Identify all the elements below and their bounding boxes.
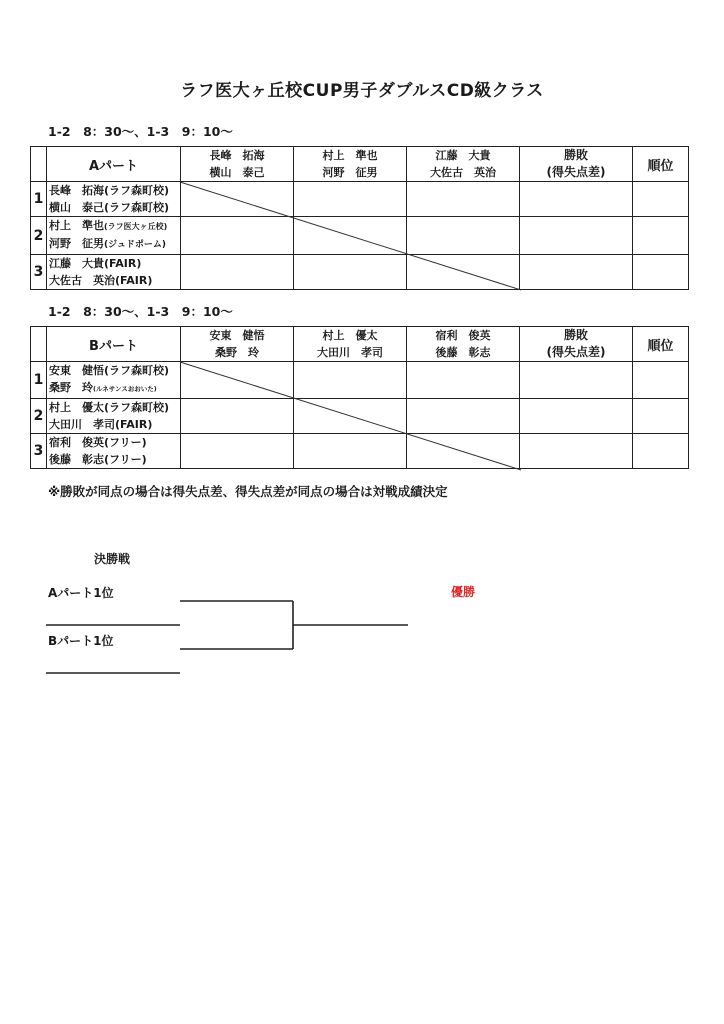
rank-header: 順位 <box>633 327 689 362</box>
opponent-name: 横山 泰己 <box>209 166 265 179</box>
part-label: Aパート <box>47 147 181 182</box>
club-name: (FAIR) <box>104 257 142 270</box>
club-name: (ラフ森町校) <box>104 201 170 214</box>
team-number: 1 <box>31 182 47 217</box>
score-header-line2: (得失点差) <box>546 165 606 179</box>
player-name: 河野 征男 <box>49 237 104 250</box>
club-name: (ジュドポーム) <box>104 240 167 250</box>
club-name: (ラフ森町校) <box>104 184 170 197</box>
tiebreak-note: ※勝敗が同点の場合は得失点差、得失点差が同点の場合は対戦成績決定 <box>48 484 448 499</box>
seed-b-label: Bパート1位 <box>48 634 114 648</box>
opponent-name: 村上 優太 <box>322 329 378 342</box>
schedule-part-a: 1-2 8：30～、1-3 9：10～ <box>48 124 233 139</box>
player-name: 横山 泰己 <box>49 201 104 214</box>
score-header-line1: 勝敗 <box>563 328 588 342</box>
player-name: 村上 準也 <box>49 219 104 232</box>
opponent-name: 長峰 拓海 <box>209 149 265 162</box>
diagonal-line-b <box>180 362 521 470</box>
club-name: (ラフ医大ヶ丘校) <box>104 222 168 231</box>
opponent-name: 宿利 俊英 <box>435 329 491 342</box>
page-title: ラフ医大ヶ丘校CUP男子ダブルスCD級クラス <box>180 81 544 101</box>
club-name: (ルネサンスおおいた) <box>93 385 157 393</box>
score-header-line1: 勝敗 <box>563 148 588 162</box>
opponent-name: 後藤 彰志 <box>435 346 491 359</box>
player-name: 大佐古 英治 <box>49 274 115 287</box>
team-number: 3 <box>31 434 47 469</box>
club-name: (ラフ森町校) <box>104 401 170 414</box>
opponent-name: 河野 征男 <box>322 166 378 179</box>
opponent-name: 安東 健悟 <box>209 329 265 342</box>
opponent-name: 桑野 玲 <box>215 346 259 359</box>
club-name: (FAIR) <box>115 274 153 287</box>
diagonal-line-a <box>180 182 521 290</box>
player-name: 宿利 俊英 <box>49 436 104 449</box>
player-name: 長峰 拓海 <box>49 184 104 197</box>
schedule-part-b: 1-2 8：30～、1-3 9：10～ <box>48 304 233 319</box>
club-name: (フリー) <box>104 453 147 466</box>
player-name: 江藤 大貴 <box>49 257 104 270</box>
opponent-name: 村上 準也 <box>322 149 378 162</box>
team-number: 1 <box>31 362 47 399</box>
score-header-line2: (得失点差) <box>546 345 606 359</box>
rank-header: 順位 <box>633 147 689 182</box>
club-name: (フリー) <box>104 436 147 449</box>
team-number: 3 <box>31 255 47 290</box>
player-name: 大田川 孝司 <box>49 418 115 431</box>
team-number: 2 <box>31 399 47 434</box>
club-name: (ラフ森町校) <box>104 364 170 377</box>
team-number: 2 <box>31 217 47 255</box>
player-name: 安東 健悟 <box>49 364 104 377</box>
part-label: Bパート <box>47 327 181 362</box>
player-name: 桑野 玲 <box>49 381 93 394</box>
player-name: 村上 優太 <box>49 401 104 414</box>
final-heading: 決勝戦 <box>94 552 131 566</box>
opponent-name: 大佐古 英治 <box>430 166 496 179</box>
seed-a-label: Aパート1位 <box>48 586 114 600</box>
opponent-name: 大田川 孝司 <box>317 346 383 359</box>
opponent-name: 江藤 大貴 <box>435 149 491 162</box>
player-name: 後藤 彰志 <box>49 453 104 466</box>
winner-label: 優勝 <box>451 585 476 599</box>
club-name: (FAIR) <box>115 418 153 431</box>
